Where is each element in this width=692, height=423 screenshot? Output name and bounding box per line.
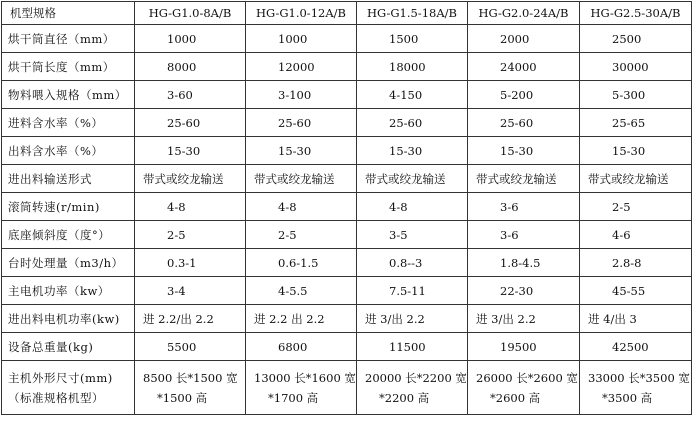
table-cell: 2500	[580, 25, 692, 53]
table-cell: 19500	[468, 333, 580, 361]
row-label-line1: 主机外形尺寸(mm)	[8, 370, 113, 385]
table-cell: 3-4	[135, 277, 246, 305]
table-cell: 5500	[135, 333, 246, 361]
table-cell: 4-5.5	[246, 277, 357, 305]
table-row	[2, 221, 692, 249]
table-cell: 15-30	[357, 137, 468, 165]
header-model-2: HG-G1.0-12A/B	[246, 2, 357, 25]
dimension-line1: 33000 长*3500 宽	[588, 370, 690, 385]
table-cell: 3-6	[468, 221, 580, 249]
table-row	[2, 277, 692, 305]
row-label: 烘干筒长度（mm）	[2, 53, 135, 81]
header-param: 机型规格	[2, 2, 135, 25]
table-row	[2, 165, 692, 193]
table-cell: 22-30	[468, 277, 580, 305]
table-cell: 45-55	[580, 277, 692, 305]
row-label-line2: （标准规格机型）	[8, 390, 104, 405]
table-row	[2, 305, 692, 333]
table-row	[2, 109, 692, 137]
header-model-1: HG-G1.0-8A/B	[135, 2, 246, 25]
dimension-line2: *1700 高	[268, 390, 319, 405]
table-cell: 进 3/出 2.2	[357, 305, 468, 333]
row-label: 设备总重量(kg)	[2, 333, 135, 361]
table-cell: 15-30	[246, 137, 357, 165]
table-cell: 1.8-4.5	[468, 249, 580, 277]
table-cell: 2-5	[580, 193, 692, 221]
row-label: 进出料电机功率(kw)	[2, 305, 135, 333]
table-cell: 42500	[580, 333, 692, 361]
table-cell: 4-6	[580, 221, 692, 249]
table-cell: 5-300	[580, 81, 692, 109]
table-cell: 8000	[135, 53, 246, 81]
row-label: 滚筒转速(r/min)	[2, 193, 135, 221]
table-row	[2, 81, 692, 109]
table-row	[2, 361, 692, 415]
dimension-line2: *2200 高	[379, 390, 430, 405]
table-cell: 0.6-1.5	[246, 249, 357, 277]
header-model-4: HG-G2.0-24A/B	[468, 2, 580, 25]
dimension-line2: *1500 高	[157, 390, 208, 405]
header-model-5: HG-G2.5-30A/B	[580, 2, 692, 25]
table-cell: 2-5	[246, 221, 357, 249]
table-cell: 3-60	[135, 81, 246, 109]
dimension-line1: 13000 长*1600 宽	[254, 370, 356, 385]
table-cell	[246, 361, 357, 415]
table-cell: 带式或绞龙输送	[246, 165, 357, 193]
row-label: 底座倾斜度（度°）	[2, 221, 135, 249]
table-cell: 1000	[135, 25, 246, 53]
table-cell: 带式或绞龙输送	[357, 165, 468, 193]
table-cell: 4-8	[246, 193, 357, 221]
table-cell: 1000	[246, 25, 357, 53]
table-cell: 进 4/出 3	[580, 305, 692, 333]
row-label: 台时处理量（m3/h）	[2, 249, 135, 277]
table-cell: 2000	[468, 25, 580, 53]
table-cell: 7.5-11	[357, 277, 468, 305]
table-cell	[580, 361, 692, 415]
dimension-line1: 26000 长*2600 宽	[476, 370, 578, 385]
row-label: 出料含水率（%）	[2, 137, 135, 165]
row-label: 进料含水率（%）	[2, 109, 135, 137]
row-label: 烘干筒直径（mm）	[2, 25, 135, 53]
table-cell: 25-60	[246, 109, 357, 137]
table-cell: 24000	[468, 53, 580, 81]
row-label: 物料喂入规格（mm）	[2, 81, 135, 109]
table-cell: 5-200	[468, 81, 580, 109]
table-cell: 1500	[357, 25, 468, 53]
table-row	[2, 193, 692, 221]
table-cell: 25-60	[135, 109, 246, 137]
table-cell: 带式或绞龙输送	[135, 165, 246, 193]
table-cell: 4-150	[357, 81, 468, 109]
header-model-3: HG-G1.5-18A/B	[357, 2, 468, 25]
header-row	[2, 2, 692, 25]
dimension-line2: *3500 高	[602, 390, 653, 405]
table-cell: 25-60	[468, 109, 580, 137]
table-cell: 3-100	[246, 81, 357, 109]
row-label: 进出料输送形式	[2, 165, 135, 193]
table-cell: 15-30	[135, 137, 246, 165]
table-cell: 进 3/出 2.2	[468, 305, 580, 333]
table-row	[2, 249, 692, 277]
table-cell: 30000	[580, 53, 692, 81]
table-row	[2, 25, 692, 53]
table-cell: 0.8--3	[357, 249, 468, 277]
table-cell: 0.3-1	[135, 249, 246, 277]
table-cell: 11500	[357, 333, 468, 361]
dimension-line1: 8500 长*1500 宽	[143, 370, 238, 385]
table-cell: 3-6	[468, 193, 580, 221]
row-label: 主电机功率（kw）	[2, 277, 135, 305]
table-cell: 带式或绞龙输送	[580, 165, 692, 193]
table-cell: 2-5	[135, 221, 246, 249]
dimension-line1: 20000 长*2200 宽	[365, 370, 467, 385]
table-cell: 4-8	[135, 193, 246, 221]
table-cell	[357, 361, 468, 415]
table-row	[2, 53, 692, 81]
table-cell: 进 2.2/出 2.2	[135, 305, 246, 333]
table-cell: 3-5	[357, 221, 468, 249]
table-cell: 15-30	[580, 137, 692, 165]
table-cell: 18000	[357, 53, 468, 81]
table-cell: 25-65	[580, 109, 692, 137]
table-cell	[468, 361, 580, 415]
table-cell: 2.8-8	[580, 249, 692, 277]
table-cell: 15-30	[468, 137, 580, 165]
table-cell: 25-60	[357, 109, 468, 137]
table-row	[2, 137, 692, 165]
dimension-line2: *2600 高	[490, 390, 541, 405]
table-cell: 12000	[246, 53, 357, 81]
table-cell	[135, 361, 246, 415]
spec-table	[1, 1, 692, 415]
table-cell: 6800	[246, 333, 357, 361]
table-cell: 4-8	[357, 193, 468, 221]
row-label	[2, 361, 135, 415]
table-cell: 带式或绞龙输送	[468, 165, 580, 193]
table-cell: 进 2.2 出 2.2	[246, 305, 357, 333]
table-row	[2, 333, 692, 361]
